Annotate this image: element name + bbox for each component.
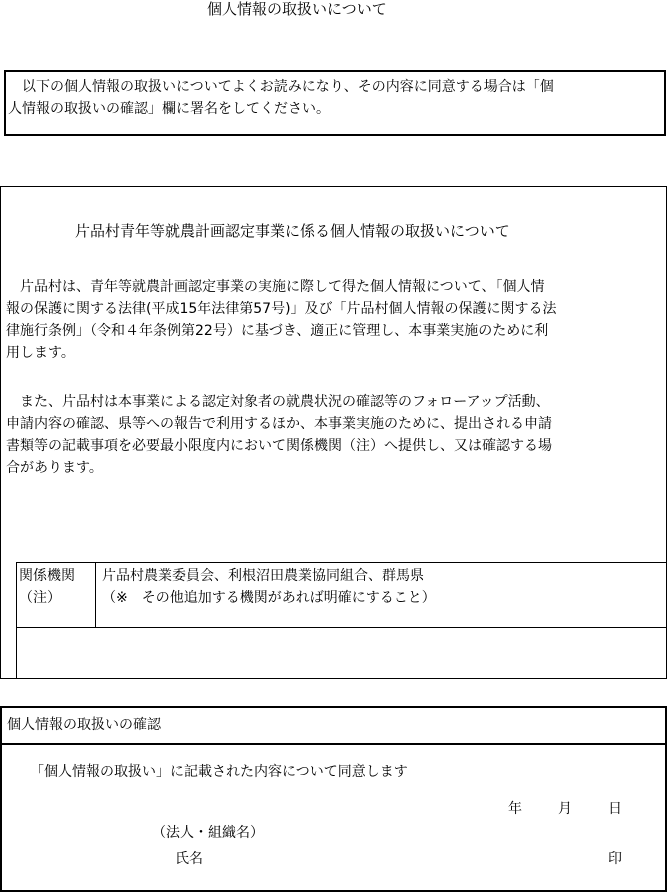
agencies-header-label: 関係機関 — [19, 568, 75, 584]
paragraph-line: 律施行条例」（令和４年条例第22号）に基づき、適正に管理し、本事業実施のために利 — [6, 323, 549, 339]
agencies-header-cell — [19, 565, 75, 609]
date-month-label: 月 — [558, 801, 572, 817]
paragraph-line: 申請内容の確認、県等への報告で利用するほか、本事業実施のために、提出される申請 — [6, 416, 552, 432]
name-label: 氏名 — [175, 851, 203, 867]
paragraph-line: 片品村は、青年等就農計画認定事業の実施に際して得た個人情報について、「個人情 — [6, 279, 545, 295]
seal-label: 印 — [608, 851, 622, 867]
consent-statement: 「個人情報の取扱い」に記載された内容について同意します — [30, 764, 408, 780]
confirmation-divider — [0, 743, 667, 745]
agencies-header-note: （注） — [19, 590, 61, 606]
table-column-divider — [95, 562, 96, 628]
agencies-note: （※ その他追加する機関があれば明確にすること） — [102, 590, 436, 606]
date-year-label: 年 — [508, 801, 522, 817]
paragraph-line: 書類等の記載事項を必要最小限度内において関係機関（注）へ提供し、又は確認する場 — [6, 438, 552, 454]
paragraph-line: 合があります。 — [6, 460, 103, 476]
table-row-divider — [16, 627, 667, 628]
notice-line: 人情報の取扱いの確認」欄に署名をしてください。 — [8, 101, 330, 117]
agencies-value-cell — [102, 565, 436, 609]
paragraph-line: また、片品村は本事業による認定対象者の就農状況の確認等のフォローアップ活動、 — [6, 394, 550, 410]
policy-paragraph-2 — [6, 391, 552, 479]
page-title: 個人情報の取扱いについて — [207, 0, 387, 18]
organization-label: （法人・組織名） — [152, 825, 264, 841]
policy-paragraph-1 — [6, 276, 557, 364]
policy-title: 片品村青年等就農計画認定事業に係る個人情報の取扱いについて — [75, 222, 510, 240]
paragraph-line: 報の保護に関する法律(平成15年法律第57号)」及び「片品村個人情報の保護に関する法 — [6, 301, 557, 317]
paragraph-line: 用します。 — [6, 345, 75, 361]
notice-line: 以下の個人情報の取扱いについてよくお読みになり、その内容に同意する場合は「個 — [8, 79, 554, 95]
notice-text — [8, 76, 554, 120]
agencies-list: 片品村農業委員会、利根沼田農業協同組合、群馬県 — [102, 568, 424, 584]
date-day-label: 日 — [608, 801, 622, 817]
confirmation-heading: 個人情報の取扱いの確認 — [7, 717, 161, 733]
